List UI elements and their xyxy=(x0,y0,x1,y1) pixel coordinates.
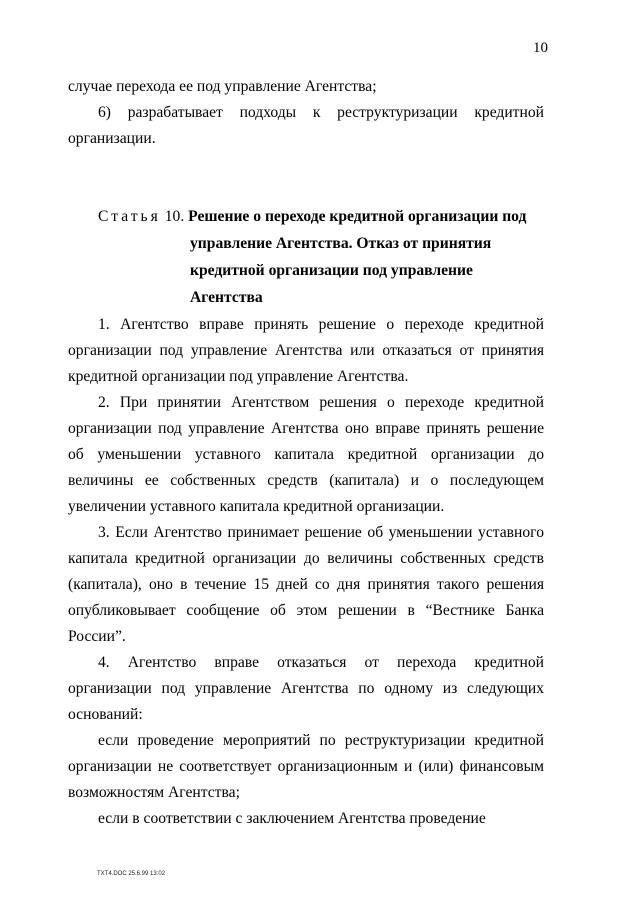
article-title-line-3: кредитной организации под управление Агентства xyxy=(190,262,473,306)
article-body xyxy=(68,312,544,832)
paragraph-2: 2. При принятии Агентством решения о переходе кредитной организации под управление Агентства оно вправе принять решение об уменьшении уставного капитала кредитной организации до величины ее собственных средств (капитала) и о последующем увеличении уставного капитала кредитной организации. xyxy=(68,394,544,515)
article-label: Статья xyxy=(98,208,161,225)
paragraph-6: если в соответствии с заключением Агентства проведение xyxy=(98,810,486,827)
paragraph-1: 1. Агентство вправе принять решение о переходе кредитной организации под управление Агентства или отказаться от принятия кредитной организации под управление Агентства. xyxy=(68,316,544,385)
preceding-text-block xyxy=(68,74,544,152)
continued-line: случае перехода ее под управление Агентства; xyxy=(68,78,377,95)
article-title-line-1: Решение о переходе кредитной организации под xyxy=(188,208,527,225)
list-item-6: 6) разрабатывает подходы к реструктуризации кредитной организации. xyxy=(68,104,544,147)
file-footer: TXT4.DOC 25.6.99 13:02 xyxy=(97,871,166,877)
paragraph-5: если проведение мероприятий по реструктуризации кредитной организации не соответствует организационным и (или) финансовым возможностям Агентства; xyxy=(68,732,544,801)
article-heading xyxy=(98,203,538,311)
paragraph-4: 4. Агентство вправе отказаться от перехода кредитной организации под управление Агентства по одному из следующих оснований: xyxy=(68,654,544,723)
page-number: 10 xyxy=(533,40,548,56)
paragraph-3: 3. Если Агентство принимает решение об уменьшении уставного капитала кредитной организации до величины собственных средств (капитала), оно в течение 15 дней со дня принятия такого решения опубликовывает сообщение об этом решении в “Вестнике Банка России”. xyxy=(68,524,544,645)
article-number: 10. xyxy=(164,208,185,225)
article-title-line-2: управление Агентства. Отказ от принятия xyxy=(190,235,492,252)
